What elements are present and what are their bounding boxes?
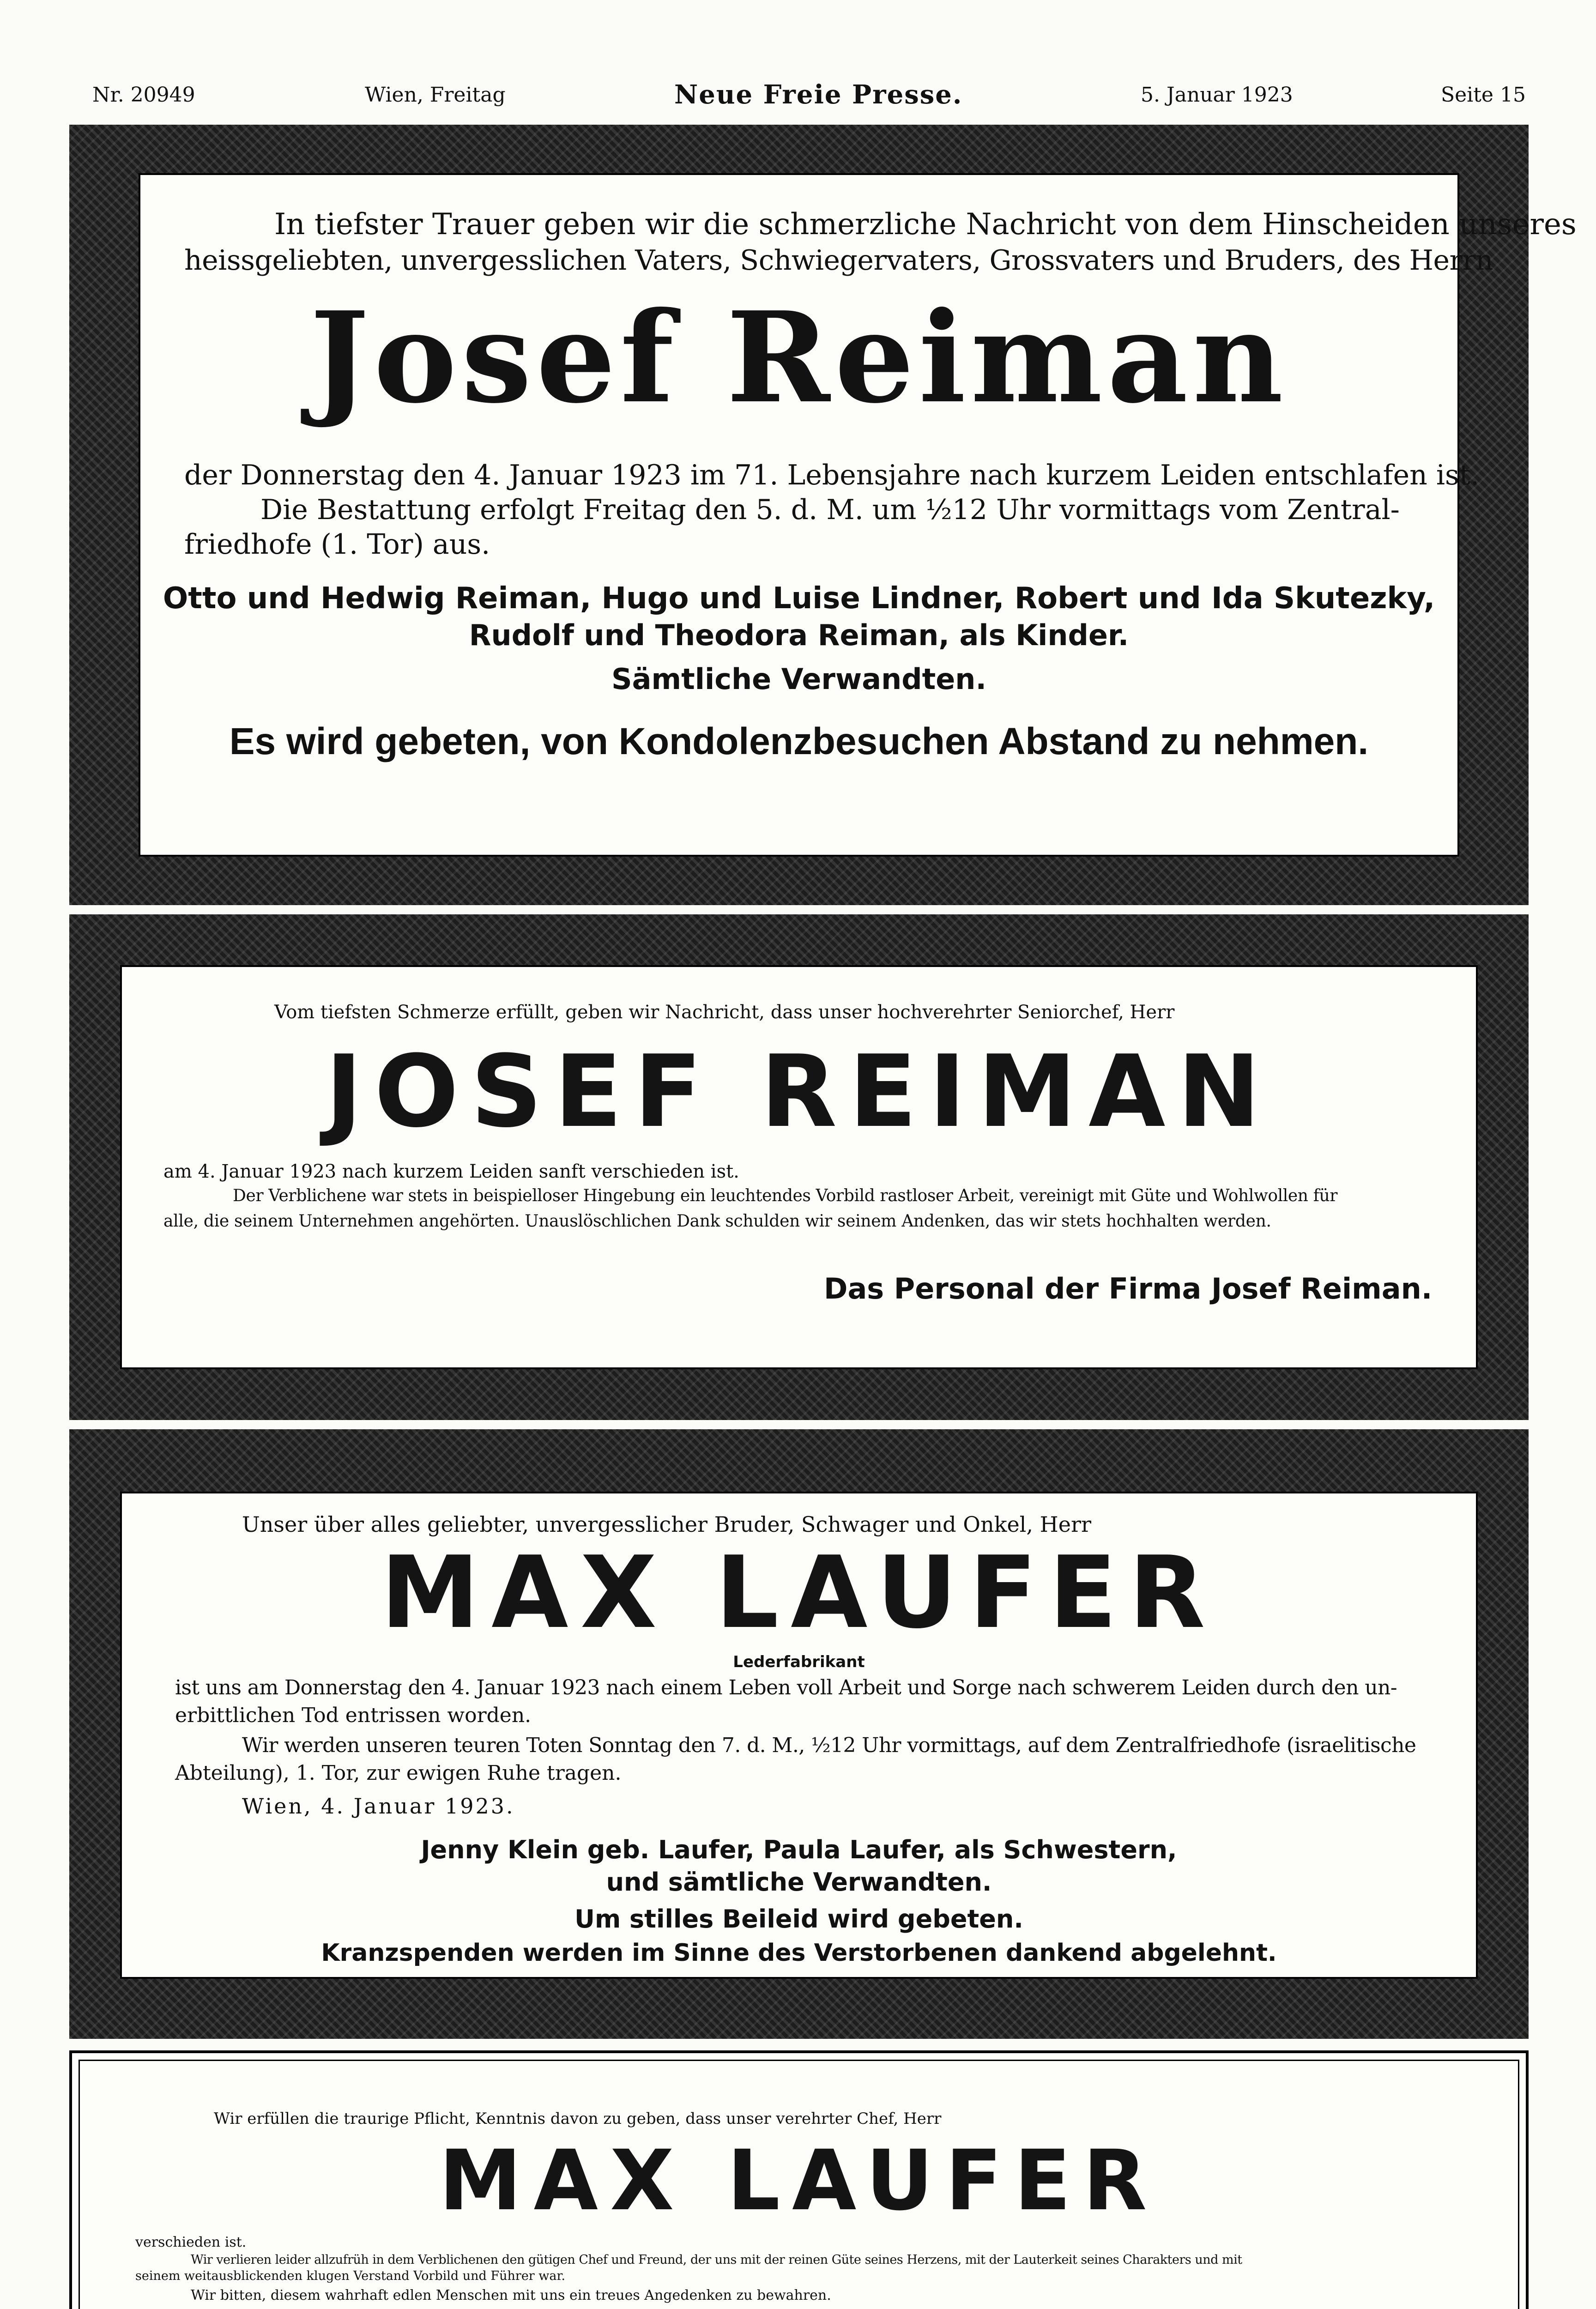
funeral-text: Wir werden unseren teuren Toten Sonntag den 7. d. M., ½12 Uhr vormittags, auf dem Zentralfriedhofe (israelitische xyxy=(242,1734,1416,1757)
deceased-name: Josef Reiman xyxy=(310,284,1288,431)
death-text: verschieden ist. xyxy=(135,2234,247,2250)
obituary-body xyxy=(120,1492,1478,1979)
funeral-text: Abteilung), 1. Tor, zur ewigen Ruhe tragen. xyxy=(175,1761,622,1785)
tribute-text: Wir verlieren leider allzufrüh in dem Verblichenen den gütigen Chef und Freund, der uns mit der reinen Güte seines Herzens, mit der Lauterkeit seines Charakters und mit xyxy=(191,2253,1242,2267)
intro-line: Vom tiefsten Schmerze erfüllt, geben wir Nachricht, dass unser hochverehrter Seniorchef, Herr xyxy=(274,1002,1175,1023)
death-text: der Donnerstag den 4. Januar 1923 im 71. Lebensjahre nach kurzem Leiden entschlafen ist. xyxy=(184,459,1480,491)
staff-signature: Das Personal der Firma Josef Reiman. xyxy=(824,1272,1433,1306)
obituary-body xyxy=(79,2060,1519,2309)
obituary-josef-reiman-staff xyxy=(69,914,1529,1420)
issue-number: Nr. 20949 xyxy=(92,83,195,107)
family-names: Otto und Hedwig Reiman, Hugo und Luise Lindner, Robert und Ida Skutezky, xyxy=(163,581,1435,616)
condolence-request: Um stilles Beileid wird gebeten. xyxy=(574,1904,1023,1934)
obituary-body xyxy=(139,173,1577,857)
city-day: Wien, Freitag xyxy=(365,83,506,107)
newspaper-title: Neue Freie Presse. xyxy=(674,79,963,110)
relatives-line: und sämtliche Verwandten. xyxy=(606,1868,992,1897)
tribute-text: seinem weitausblickenden klugen Verstand Vorbild und Führer war. xyxy=(135,2269,566,2283)
intro-line: Unser über alles geliebter, unvergesslicher Bruder, Schwager und Onkel, Herr xyxy=(242,1512,1091,1537)
obituary-max-laufer-family xyxy=(69,1429,1529,2039)
tribute-text: Wir bitten, diesem wahrhaft edlen Menschen mit uns ein treues Angedenken zu bewahren. xyxy=(191,2287,831,2303)
page-number: Seite 15 xyxy=(1441,83,1526,107)
tribute-text: Der Verblichene war stets in beispielloser Hingebung ein leuchtendes Vorbild rastloser Arbeit, vereinigt mit Güte und Wohlwollen für xyxy=(233,1186,1338,1205)
page-header xyxy=(92,79,1524,111)
condolence-request: Es wird gebeten, von Kondolenzbesuchen Abstand zu nehmen. xyxy=(229,720,1369,762)
obituary-josef-reiman-family xyxy=(69,125,1577,905)
family-names: Rudolf und Theodora Reiman, als Kinder. xyxy=(469,618,1129,652)
funeral-text: Die Bestattung erfolgt Freitag den 5. d. M. um ½12 Uhr vormittags vom Zentral- xyxy=(260,494,1400,526)
deceased-name: MAX LAUFER xyxy=(381,1535,1217,1650)
profession: Lederfabrikant xyxy=(733,1653,865,1671)
wreath-request: Kranzspenden werden im Sinne des Verstorbenen dankend abgelehnt. xyxy=(321,1939,1277,1967)
place-date: Wien, 4. Januar 1923. xyxy=(242,1794,515,1819)
intro-line: In tiefster Trauer geben wir die schmerzliche Nachricht von dem Hinscheiden unseres xyxy=(274,207,1577,242)
tribute-text: alle, die seinem Unternehmen angehörten. Unauslöschlichen Dank schulden wir seinem Andenken, das wir stets hochhalten werden. xyxy=(163,1212,1271,1231)
intro-line: heissgeliebten, unvergesslichen Vaters, Schwiegervaters, Grossvaters und Bruders, des Herrn xyxy=(184,244,1493,277)
death-text: ist uns am Donnerstag den 4. Januar 1923 nach einem Leben voll Arbeit und Sorge nach schwerem Leiden durch den un- xyxy=(175,1676,1397,1699)
obituary-body xyxy=(120,965,1478,1369)
deceased-name: JOSEF REIMAN xyxy=(325,1034,1273,1149)
relatives-line: Sämtliche Verwandten. xyxy=(611,662,986,696)
funeral-text: friedhofe (1. Tor) aus. xyxy=(184,528,490,561)
intro-line: Wir erfüllen die traurige Pflicht, Kenntnis davon zu geben, dass unser verehrter Chef, Herr xyxy=(214,2110,942,2128)
obituary-max-laufer-staff xyxy=(69,2050,1529,2309)
death-text: erbittlichen Tod entrissen worden. xyxy=(175,1704,532,1727)
death-text: am 4. Januar 1923 nach kurzem Leiden sanft verschieden ist. xyxy=(163,1161,739,1182)
family-names: Jenny Klein geb. Laufer, Paula Laufer, als Schwestern, xyxy=(421,1835,1177,1864)
issue-date: 5. Januar 1923 xyxy=(1141,83,1293,107)
deceased-name: MAX LAUFER xyxy=(439,2133,1159,2229)
